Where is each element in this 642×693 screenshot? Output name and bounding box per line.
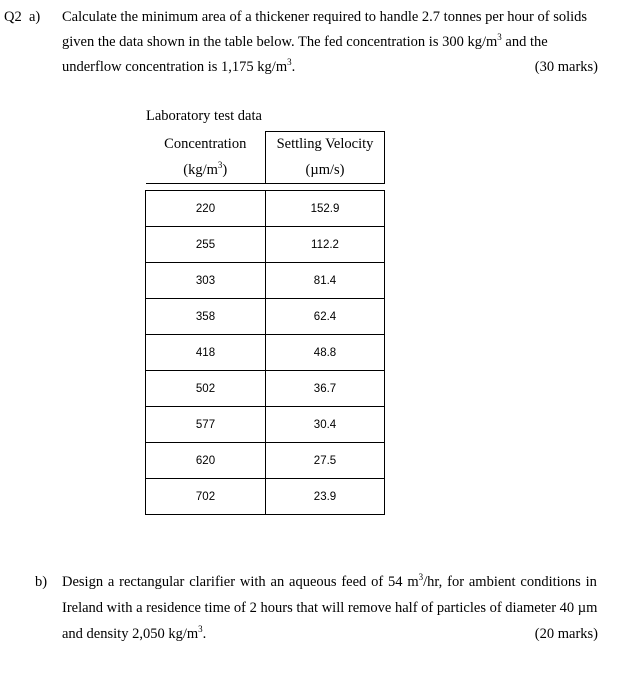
table-row	[146, 443, 385, 479]
concentration-cell: 702	[146, 479, 266, 515]
velocity-cell: 48.8	[266, 335, 385, 371]
table-row	[146, 479, 385, 515]
table-row	[146, 263, 385, 299]
table-row	[146, 371, 385, 407]
concentration-cell: 418	[146, 335, 266, 371]
velocity-cell: 36.7	[266, 371, 385, 407]
concentration-cell: 220	[146, 191, 266, 227]
table-caption: Laboratory test data	[146, 108, 262, 124]
concentration-cell: 303	[146, 263, 266, 299]
velocity-cell: 23.9	[266, 479, 385, 515]
table-row	[146, 227, 385, 263]
question-a-line-3: underflow concentration is 1,175 $kg/m^3$.	[62, 57, 296, 75]
velocity-cell: 62.4	[266, 299, 385, 335]
table-row	[146, 335, 385, 371]
question-b-marks: (20 marks)	[534, 626, 598, 642]
velocity-cell: 81.4	[266, 263, 385, 299]
laboratory-data-table	[145, 131, 385, 515]
velocity-cell: 152.9	[266, 191, 385, 227]
concentration-cell: 255	[146, 227, 266, 263]
question-b-line-3: and density 2,050 $kg/m^3$.	[62, 624, 207, 642]
concentration-cell: 358	[146, 299, 266, 335]
table-spacer	[146, 184, 385, 191]
velocity-cell: 112.2	[266, 227, 385, 263]
velocity-cell: 30.4	[266, 407, 385, 443]
table-header-row	[146, 132, 385, 158]
header-concentration: Concentration	[164, 135, 247, 152]
header-settling-velocity: Settling Velocity	[266, 132, 385, 158]
table-row	[146, 191, 385, 227]
table-row	[146, 299, 385, 335]
unit-concentration: $(kg/m^3)$	[146, 157, 266, 184]
concentration-cell: 620	[146, 443, 266, 479]
unit-settling-velocity: (µm/s)	[266, 157, 385, 184]
question-b-label: b)	[35, 574, 48, 590]
concentration-cell: 502	[146, 371, 266, 407]
velocity-cell: 27.5	[266, 443, 385, 479]
question-a-marks: (30 marks)	[534, 59, 598, 75]
table-row	[146, 407, 385, 443]
question-number: Q2 a)	[4, 9, 41, 25]
question-b-line-2: Ireland with a residence time of 2 hours that will remove half of particles of diameter 40 µm	[62, 600, 598, 616]
table-unit-row	[146, 157, 385, 184]
concentration-cell: 577	[146, 407, 266, 443]
question-b-line-1: Design a rectangular clarifier with an aqueous feed of 54 $m^3/hr$, for ambient conditions in	[62, 572, 597, 590]
table-body	[146, 184, 385, 515]
question-a-line-2: given the data shown in the table below. The fed concentration is 300 $kg/m^3$ and the	[62, 32, 548, 50]
question-a-line-1: Calculate the minimum area of a thickener required to handle 2.7 tonnes per hour of solids	[62, 9, 588, 25]
